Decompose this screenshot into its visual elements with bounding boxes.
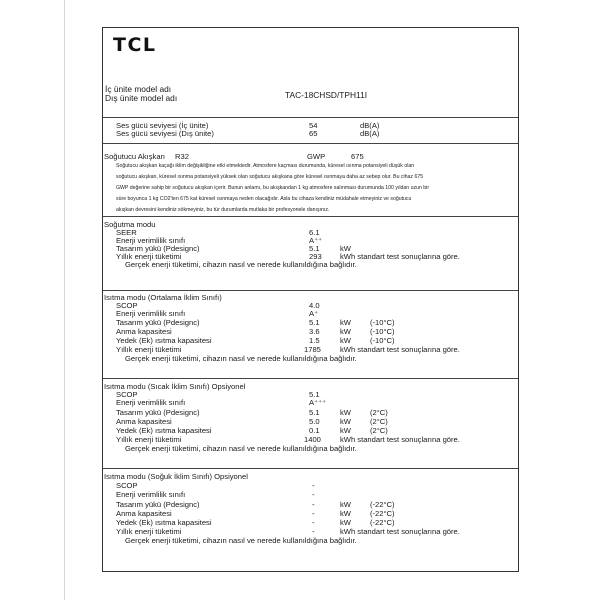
heating-warm-annual-unit: kWh standart test sonuçlarına göre. xyxy=(340,435,460,444)
heating-warm-rated-temp: (2°C) xyxy=(370,417,388,426)
cooling-title: Soğutma modu xyxy=(104,220,156,229)
cooling-class-value: A⁺⁺ xyxy=(309,236,323,245)
heating-warm-scop-label: SCOP xyxy=(116,390,138,399)
heating-avg-rated-unit: kW xyxy=(340,327,351,336)
heating-warm-design-temp: (2°C) xyxy=(370,408,388,417)
notice-line: Soğutucu akışkan kaçağı iklim değişikliğine etki etmektedir. Atmosfere kaçması durumunda, küresel ısınma potansiyeli düşük olan xyxy=(116,163,415,169)
divider xyxy=(103,216,518,217)
heating-warm-annual-label: Yıllık enerji tüketimi xyxy=(116,435,182,444)
heating-cold-rated-unit: kW xyxy=(340,509,351,518)
heating-cold-title: Isıtma modu (Soğuk İklim Sınıfı) Opsiyonel xyxy=(104,472,248,481)
heating-warm-design-label: Tasarım yükü (Pdesignc) xyxy=(116,408,200,417)
heating-warm-annual-value: 1400 xyxy=(304,435,321,444)
heating-warm-rated-unit: kW xyxy=(340,417,351,426)
heating-warm-rated-label: Anma kapasitesi xyxy=(116,417,172,426)
notice-line: süre boyunca 1 kg CO2'ten 675 kat küresel ısınmaya neden olacağıdır. Asla bu cihaza kendiniz müdahale etmeyiniz ve soğutucu xyxy=(116,196,412,202)
cooling-seer-label: SEER xyxy=(116,228,137,237)
heating-warm-note: Gerçek enerji tüketimi, cihazın nasıl ve nerede kullanıldığına bağlıdır. xyxy=(125,444,357,453)
heating-avg-class-value: A⁺ xyxy=(309,309,319,318)
heating-warm-design-value: 5.1 xyxy=(309,408,320,417)
heating-avg-design-temp: (-10°C) xyxy=(370,318,395,327)
refrigerant-label: Soğutucu Akışkan xyxy=(104,152,165,161)
notice-line: akışkan devresini kendiniz sökmeyiniz, bu tür durumlarda mutlaka bir profesyonele danışınız. xyxy=(116,207,330,213)
heating-cold-annual-unit: kWh standart test sonuçlarına göre. xyxy=(340,527,460,536)
divider xyxy=(103,378,518,379)
heating-avg-design-label: Tasarım yükü (Pdesignc) xyxy=(116,318,200,327)
heating-avg-backup-temp: (-10°C) xyxy=(370,336,395,345)
heating-cold-annual-value: - xyxy=(312,527,315,536)
heating-cold-backup-value: - xyxy=(312,518,315,527)
cooling-seer-value: 6.1 xyxy=(309,228,320,237)
cooling-annual-value: 293 xyxy=(309,252,322,261)
heating-avg-annual-label: Yıllık enerji tüketimi xyxy=(116,345,182,354)
cooling-class-label: Enerji verimlilik sınıfı xyxy=(116,236,186,245)
heating-warm-class-value: A⁺⁺⁺ xyxy=(309,398,327,407)
heating-cold-design-value: - xyxy=(312,500,315,509)
divider xyxy=(103,290,518,291)
heating-avg-scop-value: 4.0 xyxy=(309,301,320,310)
brand-logo: TCL xyxy=(113,34,157,56)
refrigerant-notice xyxy=(116,161,511,216)
cooling-note: Gerçek enerji tüketimi, cihazın nasıl ve nerede kullanıldığına bağlıdır. xyxy=(125,260,357,269)
indoor-model-label: İç ünite model adı xyxy=(105,84,172,94)
sound-outdoor-unit: dB(A) xyxy=(360,129,380,138)
heating-avg-backup-unit: kW xyxy=(340,336,351,345)
heating-warm-title: Isıtma modu (Sıcak İklim Sınıfı) Opsiyonel xyxy=(104,382,246,391)
heating-cold-scop-value: - xyxy=(312,481,315,490)
heating-avg-backup-label: Yedek (Ek) ısıtma kapasitesi xyxy=(116,336,212,345)
heating-cold-design-temp: (-22°C) xyxy=(370,500,395,509)
heating-avg-design-value: 5.1 xyxy=(309,318,320,327)
sound-indoor-label: Ses gücü seviyesi (İç ünite) xyxy=(116,121,209,130)
heating-avg-class-label: Enerji verimlilik sınıfı xyxy=(116,309,186,318)
heating-warm-class-label: Enerji verimlilik sınıfı xyxy=(116,398,186,407)
cooling-annual-label: Yıllık enerji tüketimi xyxy=(116,252,182,261)
heating-warm-scop-value: 5.1 xyxy=(309,390,320,399)
heating-cold-rated-value: - xyxy=(312,509,315,518)
outdoor-model-label: Dış ünite model adı xyxy=(105,93,178,103)
heating-avg-rated-temp: (-10°C) xyxy=(370,327,395,336)
page-edge-line xyxy=(64,0,65,600)
cooling-design-value: 5.1 xyxy=(309,244,320,253)
heating-warm-backup-temp: (2°C) xyxy=(370,426,388,435)
heating-cold-rated-label: Anma kapasitesi xyxy=(116,509,172,518)
heating-avg-note: Gerçek enerji tüketimi, cihazın nasıl ve nerede kullanıldığına bağlıdır. xyxy=(125,354,357,363)
heating-avg-backup-value: 1.5 xyxy=(309,336,320,345)
heating-cold-class-value: - xyxy=(312,490,315,499)
divider xyxy=(103,117,518,118)
cooling-design-unit: kW xyxy=(340,244,351,253)
heating-warm-rated-value: 5.0 xyxy=(309,417,320,426)
heating-avg-title: Isıtma modu (Ortalama İklim Sınıfı) xyxy=(104,293,222,302)
heating-avg-scop-label: SCOP xyxy=(116,301,138,310)
heating-warm-backup-value: 0.1 xyxy=(309,426,320,435)
energy-label-sheet xyxy=(102,27,519,572)
heating-avg-rated-value: 3.6 xyxy=(309,327,320,336)
heating-cold-design-label: Tasarım yükü (Pdesignc) xyxy=(116,500,200,509)
sound-outdoor-label: Ses gücü seviyesi (Dış ünite) xyxy=(116,129,214,138)
heating-warm-backup-label: Yedek (Ek) ısıtma kapasitesi xyxy=(116,426,212,435)
heating-avg-annual-unit: kWh standart test sonuçlarına göre. xyxy=(340,345,460,354)
sound-indoor-unit: dB(A) xyxy=(360,121,380,130)
divider xyxy=(103,468,518,469)
sound-outdoor-value: 65 xyxy=(309,129,318,138)
heating-cold-annual-label: Yıllık enerji tüketimi xyxy=(116,527,182,536)
heating-avg-rated-label: Anma kapasitesi xyxy=(116,327,172,336)
gwp-value: 675 xyxy=(351,152,364,161)
cooling-design-label: Tasarım yükü (Pdesignc) xyxy=(116,244,200,253)
heating-cold-backup-label: Yedek (Ek) ısıtma kapasitesi xyxy=(116,518,212,527)
sound-indoor-value: 54 xyxy=(309,121,318,130)
heating-warm-backup-unit: kW xyxy=(340,426,351,435)
model-number: TAC-18CHSD/TPH11I xyxy=(285,90,368,100)
heating-avg-design-unit: kW xyxy=(340,318,351,327)
heating-cold-class-label: Enerji verimlilik sınıfı xyxy=(116,490,186,499)
heating-cold-note: Gerçek enerji tüketimi, cihazın nasıl ve nerede kullanıldığına bağlıdır. xyxy=(125,536,357,545)
divider xyxy=(103,143,518,144)
heating-cold-design-unit: kW xyxy=(340,500,351,509)
heating-warm-design-unit: kW xyxy=(340,408,351,417)
heating-cold-backup-unit: kW xyxy=(340,518,351,527)
notice-line: soğutucu akışkan, küresel ısınma potansiyeli yüksek olan soğutucu akışkana göre küresel ısınmaya daha az sebep olur. Bu cihaz 675 xyxy=(116,174,424,180)
heating-avg-annual-value: 1785 xyxy=(304,345,321,354)
gwp-label: GWP xyxy=(307,152,326,161)
notice-line: GWP değerine sahip bir soğutucu akışkan içerir. Bunun anlamı, bu akışkandan 1 kg atmosfere salınması durumunda 100 yıldan uzun bir xyxy=(116,185,430,191)
heating-cold-rated-temp: (-22°C) xyxy=(370,509,395,518)
heating-cold-backup-temp: (-22°C) xyxy=(370,518,395,527)
refrigerant-value: R32 xyxy=(175,152,189,161)
heating-cold-scop-label: SCOP xyxy=(116,481,138,490)
cooling-annual-unit: kWh standart test sonuçlarına göre. xyxy=(340,252,460,261)
